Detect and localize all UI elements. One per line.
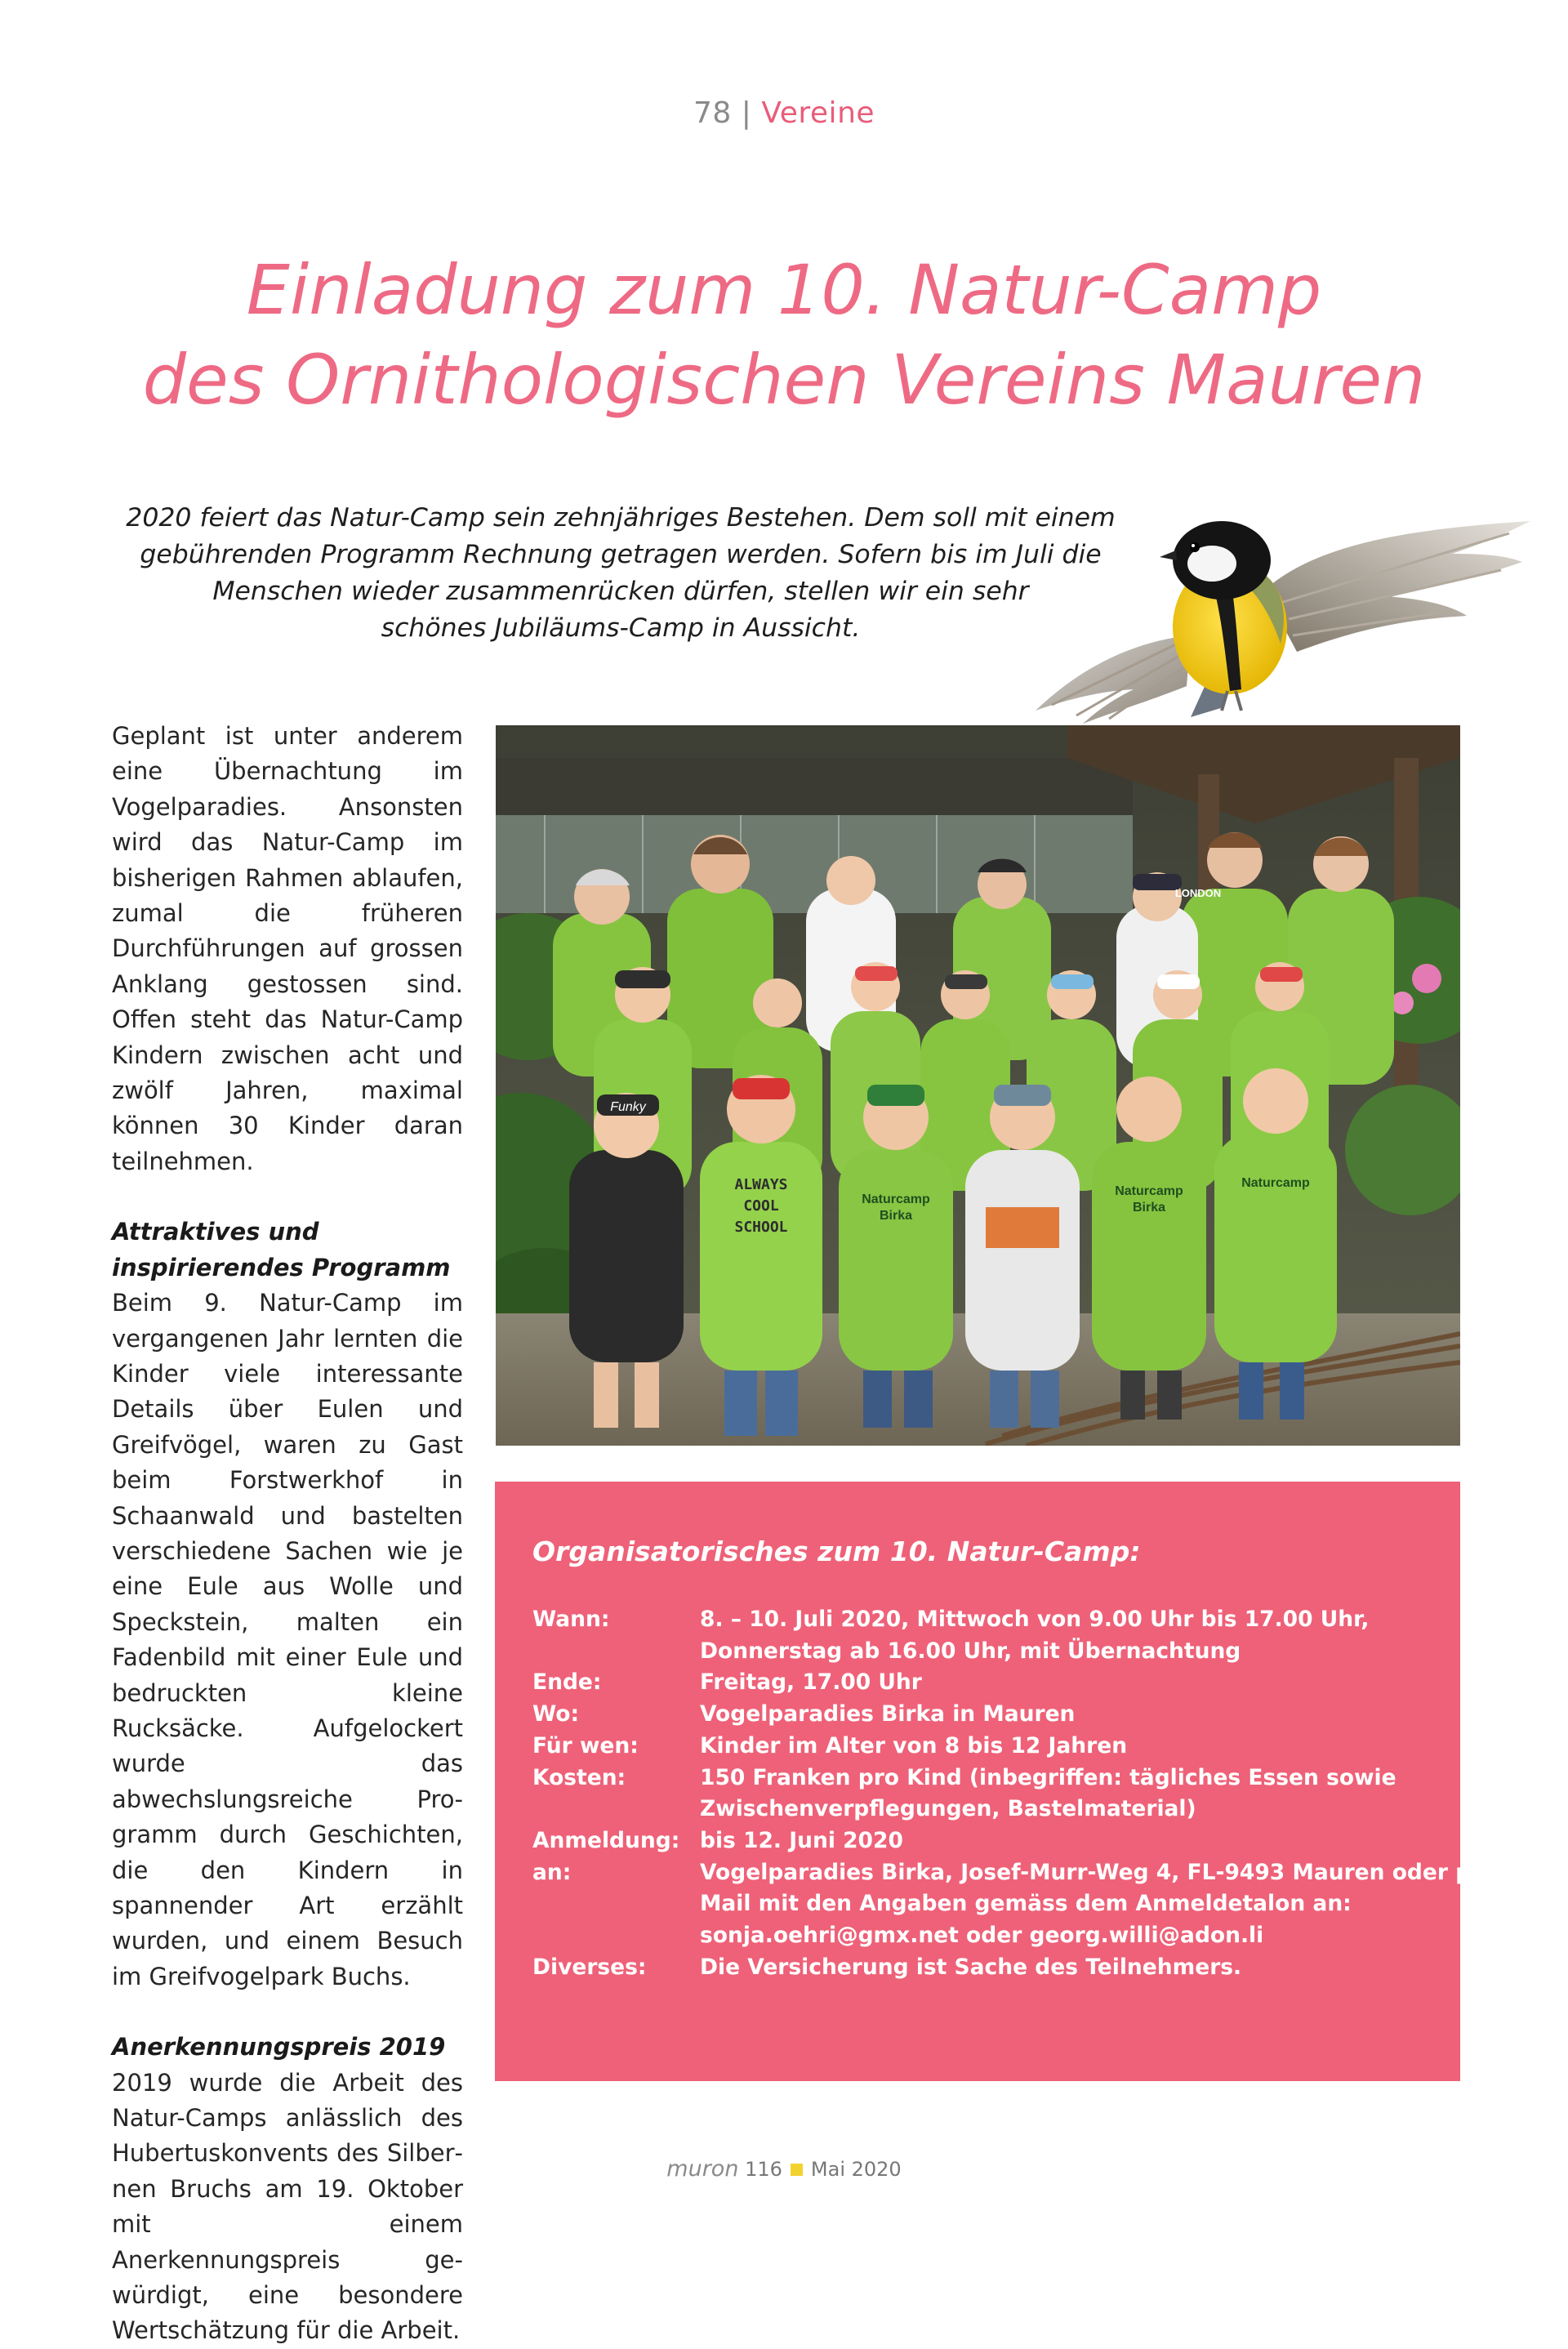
- photo-shirt-text: Naturcamp: [1115, 1184, 1183, 1198]
- article-column: [112, 719, 463, 2349]
- info-row: [532, 1699, 1439, 1731]
- body-paragraph-2: Beim 9. Natur-Camp im vergangenen Jahr lernten die Kinder viele interessante Details über Eulen und Greifvögel, waren zu Gast beim Forstwerkhof in Schaanwald und bastelten verschiedene Sachen wie je eine Eule aus Wolle und Speckstein, malten ein Fadenbild mit einer Eule und bedruckten kleine Rucksäcke. Aufgelockert wurde das abwechslungsreiche Programm durch Geschichten, die den Kindern in spannender Art erzählt wurden, und einem Besuch im Greifvogelpark Buchs.: [112, 1289, 463, 1990]
- title-line-2: des Ornithologischen Vereins Mauren: [142, 340, 1426, 420]
- lead-line: Menschen wieder zusammenrücken dürfen, stellen wir ein sehr: [212, 577, 1029, 606]
- info-row: [532, 1920, 1439, 1952]
- info-value: Vogelparadies Birka in Mauren: [700, 1701, 1076, 1727]
- info-key: Diverses:: [532, 1954, 647, 1980]
- info-key: [532, 1794, 700, 1825]
- info-value: Die Versicherung ist Sache des Teilnehmers.: [700, 1954, 1242, 1980]
- info-row: [532, 1857, 1497, 1889]
- page-header: [0, 96, 1568, 130]
- lead-line: 2020 feiert das Natur-Camp sein zehnjähriges Bestehen. Dem soll mit einem: [126, 503, 1116, 533]
- article-title: [0, 245, 1568, 425]
- info-key: [532, 1920, 700, 1952]
- group-photo-illustration: [496, 725, 1460, 1446]
- info-key: Für wen:: [532, 1732, 639, 1758]
- title-line-1: Einladung zum 10. Natur-Camp: [246, 250, 1322, 330]
- info-value: 150 Franken pro Kind (inbegriffen: tägliches Essen sowie: [700, 1764, 1396, 1790]
- subheading-programm: Attraktives und inspirierendes Programm: [112, 1218, 451, 1281]
- info-row: [532, 1888, 1439, 1920]
- section-name: Vereine: [761, 96, 875, 130]
- info-key: an:: [532, 1859, 572, 1885]
- info-row: [532, 1794, 1439, 1825]
- lead-line: gebührenden Programm Rechnung getragen werden. Sofern bis im Juli die: [140, 540, 1102, 569]
- body-paragraph-3: 2019 wurde die Arbeit des Natur-Camps anlässlich des Hubertuskonvents des Silbernen Bruchs am 19. Oktober mit einem Anerkennungspreis gewürdigt, eine besondere Wertschätzung für die Arbeit.: [112, 2068, 463, 2345]
- photo-shirt-text: Birka: [879, 1209, 913, 1223]
- page-number: 78: [693, 96, 732, 130]
- info-row: [532, 1667, 1439, 1699]
- info-key: Wo:: [532, 1701, 580, 1727]
- info-rows: [532, 1604, 1497, 1983]
- info-value: sonja.oehri@gmx.net oder georg.willi@adon.li: [700, 1923, 1264, 1949]
- issue-number: 116: [745, 2158, 782, 2181]
- photo-shirt-text: ALWAYS: [734, 1176, 788, 1193]
- info-value: Vogelparadies Birka, Josef-Murr-Weg 4, FL-9493 Mauren oder per: [700, 1859, 1497, 1885]
- photo-cap-text: LONDON: [1174, 887, 1222, 899]
- lead-paragraph: [122, 500, 1119, 647]
- info-box-heading: Organisatorisches zum 10. Natur-Camp:: [532, 1536, 1141, 1567]
- info-value: bis 12. Juni 2020: [700, 1827, 903, 1853]
- lead-line: schönes Jubiläums-Camp in Aussicht.: [381, 613, 861, 643]
- info-value: Mail mit den Angaben gemäss dem Anmeldetalon an:: [700, 1891, 1352, 1917]
- photo-shirt-text: COOL: [743, 1197, 779, 1215]
- info-value: Zwischenverpflegungen, Bastelmaterial): [700, 1796, 1196, 1822]
- photo-shirt-text: Naturcamp: [862, 1192, 930, 1206]
- info-key: Wann:: [532, 1607, 610, 1632]
- issue-date: Mai 2020: [810, 2158, 902, 2181]
- photo-shirt-text: Naturcamp: [1241, 1176, 1310, 1190]
- header-separator: |: [741, 96, 752, 130]
- info-row: [532, 1763, 1439, 1794]
- photo-cap-text: Funky: [610, 1100, 646, 1114]
- magazine-brand: muron: [666, 2156, 739, 2182]
- info-value: Freitag, 17.00 Uhr: [700, 1669, 922, 1696]
- info-row: [532, 1825, 1439, 1857]
- great-tit-bird-image: [1019, 497, 1535, 727]
- info-key: [532, 1888, 700, 1920]
- info-value: Donnerstag ab 16.00 Uhr, mit Übernachtung: [700, 1638, 1241, 1664]
- info-value: 8. – 10. Juli 2020, Mittwoch von 9.00 Uhr bis 17.00 Uhr,: [700, 1607, 1370, 1632]
- info-row: [532, 1952, 1439, 1984]
- info-value: Kinder im Alter von 8 bis 12 Jahren: [700, 1732, 1128, 1758]
- page-footer: [0, 2156, 1568, 2182]
- info-key: [532, 1636, 700, 1668]
- body-paragraph-1: Geplant ist unter anderem eine Übernachtung im Vogelparadies. Ansonsten wird das Natur-Camp im bisherigen Rahmen ablaufen, zumal die früheren Durchführungen auf grossen Anklang gestossen sind. Offen steht das Natur-Camp Kindern zwischen acht und zwölf Jahren, maximal können 30 Kinder daran teilnehmen.: [112, 722, 463, 1175]
- info-row: [532, 1731, 1439, 1763]
- info-row: [532, 1636, 1439, 1668]
- footer-square-icon: [791, 2164, 803, 2176]
- info-key: Ende:: [532, 1669, 602, 1696]
- subheading-preis: Anerkennungspreis 2019: [112, 2033, 446, 2062]
- info-key: Kosten:: [532, 1764, 626, 1790]
- photo-shirt-text: Birka: [1132, 1201, 1166, 1215]
- info-row: [532, 1604, 1439, 1636]
- info-key: Anmeldung:: [532, 1827, 680, 1853]
- info-box: [495, 1482, 1497, 2081]
- group-photo: [496, 725, 1460, 1446]
- photo-shirt-text: SCHOOL: [734, 1219, 788, 1236]
